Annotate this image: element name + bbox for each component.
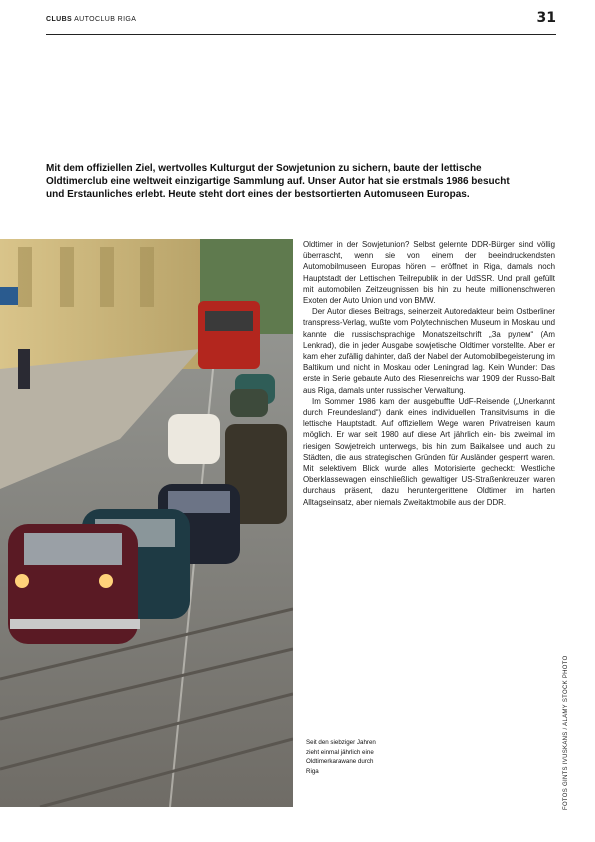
page-header [46, 12, 556, 35]
photo-credit-text: FOTOS GINTS IVUSKANS / ALAMY STOCK PHOTO [563, 655, 569, 810]
intro-paragraph: Mit dem offiziellen Ziel, wertvolles Kulturgut der Sowjetunion zu sichern, baute der lettische Oldtimerclub eine weltweit einzigartige Sammlung auf. Unser Autor hat sie erstmals 1986 besucht und Erstaunliches erlebt. Heute steht dort eines der bestsortierten Automuseen Europas. [46, 163, 510, 201]
section-name: CLUBS [46, 16, 73, 23]
body-paragraph-1: Oldtimer in der Sowjetunion? Selbst gelernte DDR-Bürger sind völlig überrascht, wenn sie von einem der beeindruckendsten Automobilmuseen Europas hören – eröffnet in Riga, damals noch Hauptstadt der Lettischen Teilrepublik in der UdSSR. Und prall gefüllt mit automobilen Zeitzeugnissen bis hin zu heute millionenschweren Exoten der Auto Union und von BMW. [303, 240, 555, 306]
article-photo [0, 239, 293, 807]
car-parade-illustration [0, 239, 293, 807]
photo-caption: Seit den siebziger Jahren zieht einmal jährlich eine Oldtimerkarawane durch Riga [306, 739, 376, 775]
page-number: 31 [536, 10, 556, 26]
body-paragraph-3: Im Sommer 1986 kam der ausgebuffte UdF-Reisende („Unerkannt durch Freundesland“) dank eines individuellen Transitvisums in die lettische Hauptstadt. Auf offiziellem Wege waren Privatreisen kaum möglich. Er war seit 1980 auf diese Art jährlich ein- bis zweimal im riesigen Sowjetreich unterwegs, bis hin zum Baikalsee und auch zu Städten, die aus strategischen Gründen für Ausländer gesperrt waren. Mit selektivem Blick wurde alles Motorisierte gecheckt: Westliche Oberklassewagen einschließlich gewaltiger US-Straßenkreuzer waren durchaus präsent, dazu heruntergerittene Oldtimer im harten Alltagseinsatz, aber niemals Zweitaktmobile aus der DDR. [303, 396, 555, 507]
photo-credit [563, 655, 573, 810]
article-body [303, 239, 555, 508]
section-label [46, 16, 136, 23]
body-paragraph-2: Der Autor dieses Beitrags, seinerzeit Autoredakteur beim Ostberliner transpress-Verlag, wußte vom Polytechnischen Museum in Moskau und kannte die russischsprachige Monatszeitschrift „За рулем“ (Am Lenkrad), die in jeder Ausgabe sowjetische Oldtimer vorstellte. Aber er kam eher zufällig dahinter, daß der Nabel der Automobilbegeisterung im Baltikum und nicht in Moskau oder Leningrad lag. Kein Wunder: Das erste in Serie gebaute Auto des Riesenreichs war 1909 der Russo-Balt aus Riga, damals unter russischer Verwaltung. [303, 307, 555, 395]
subsection-name: AUTOCLUB RIGA [74, 16, 137, 23]
